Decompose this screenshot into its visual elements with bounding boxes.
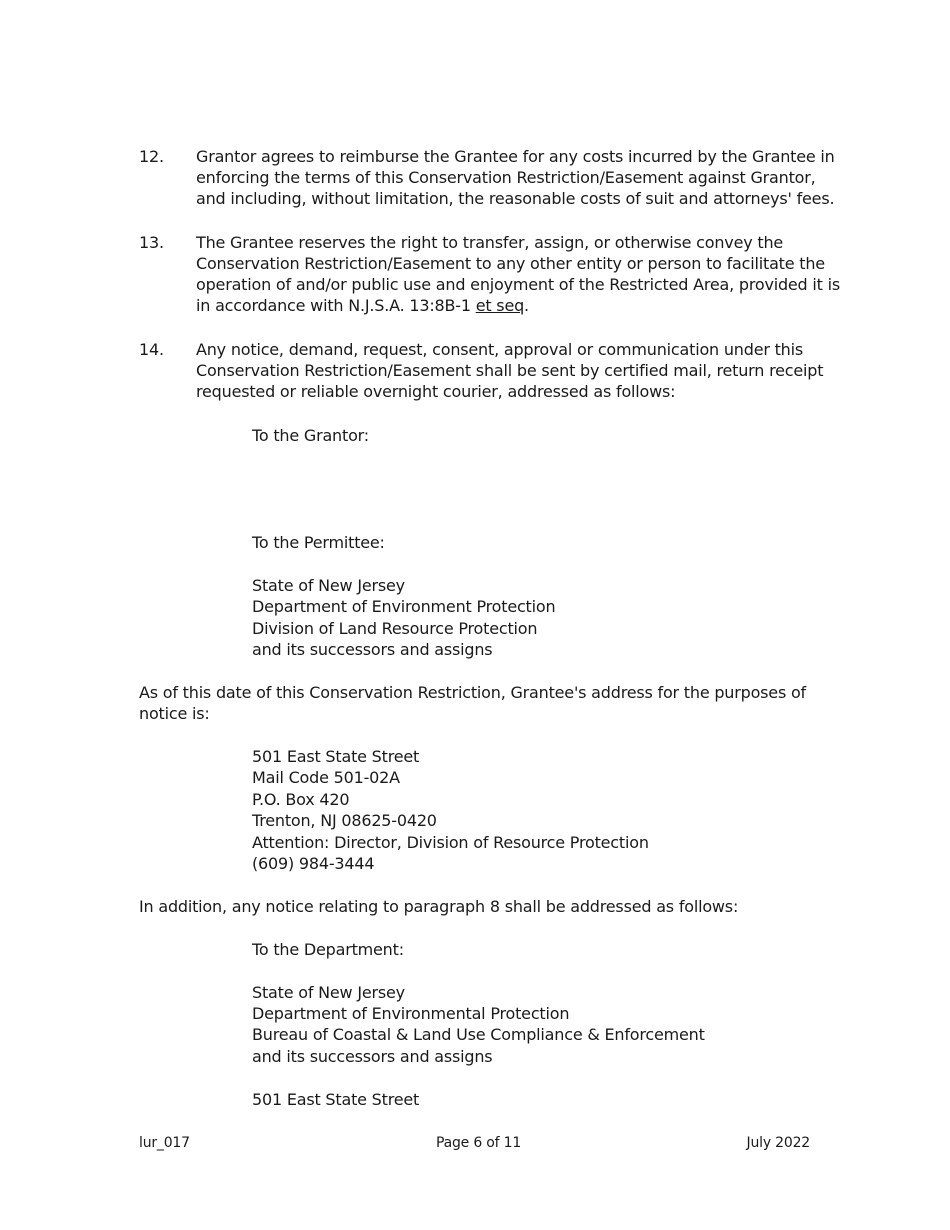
grantee-address-line-3: P.O. Box 420 [252,790,350,809]
department-address-line-3: Bureau of Coastal & Land Use Compliance & Enforcement [252,1025,705,1044]
grantee-address-line-5: Attention: Director, Division of Resource Protection [252,833,649,852]
paragraph-14-line-2: Conservation Restriction/Easement shall be sent by certified mail, return receipt [196,361,824,380]
footer-date: July 2022 [746,1135,810,1151]
grantee-notice-line-2: notice is: [139,704,210,723]
grantee-address-line-2: Mail Code 501-02A [252,768,400,787]
permittee-address-line-2: Department of Environment Protection [252,597,556,616]
department-heading: To the Department: [252,940,404,959]
paragraph-13-line-4 [196,295,529,316]
paragraph-13-line-2: Conservation Restriction/Easement to any other entity or person to facilitate the [196,254,825,273]
paragraph-13-period: . [524,296,529,315]
paragraph-14-line-3: requested or reliable overnight courier, addressed as follows: [196,382,676,401]
permittee-address-line-1: State of New Jersey [252,576,405,595]
paragraph-12-number: 12. [139,147,164,166]
paragraph-12-line-1: Grantor agrees to reimburse the Grantee for any costs incurred by the Grantee in [196,147,835,166]
footer-page-number: Page 6 of 11 [436,1135,522,1151]
paragraph-14-number: 14. [139,340,164,359]
paragraph-13-line-1: The Grantee reserves the right to transfer, assign, or otherwise convey the [196,233,784,252]
paragraph-14-line-1: Any notice, demand, request, consent, approval or communication under this [196,340,803,359]
paragraph-13-line-3: operation of and/or public use and enjoyment of the Restricted Area, provided it is [196,275,840,294]
grantee-notice-line-1: As of this date of this Conservation Restriction, Grantee's address for the purposes of [139,683,806,702]
paragraph-12-line-3: and including, without limitation, the reasonable costs of suit and attorneys' fees. [196,189,835,208]
grantee-address-line-4: Trenton, NJ 08625-0420 [252,811,437,830]
department-address-line-2: Department of Environmental Protection [252,1004,570,1023]
grantor-heading: To the Grantor: [252,426,369,445]
department-street: 501 East State Street [252,1090,420,1109]
department-address-line-4: and its successors and assigns [252,1047,493,1066]
paragraph-12-line-2: enforcing the terms of this Conservation Restriction/Easement against Grantor, [196,168,816,187]
et-seq-citation: et seq [475,296,525,315]
permittee-heading: To the Permittee: [252,533,385,552]
paragraph-13-line-4-text: in accordance with N.J.S.A. 13:8B-1 [196,296,476,315]
permittee-address-line-4: and its successors and assigns [252,640,493,659]
paragraph-8-notice-line: In addition, any notice relating to paragraph 8 shall be addressed as follows: [139,897,739,916]
grantee-address-line-6: (609) 984-3444 [252,854,375,873]
paragraph-13-number: 13. [139,233,164,252]
department-address-line-1: State of New Jersey [252,983,405,1002]
permittee-address-line-3: Division of Land Resource Protection [252,619,538,638]
grantee-address-line-1: 501 East State Street [252,747,420,766]
footer-doc-id: lur_017 [139,1135,190,1151]
